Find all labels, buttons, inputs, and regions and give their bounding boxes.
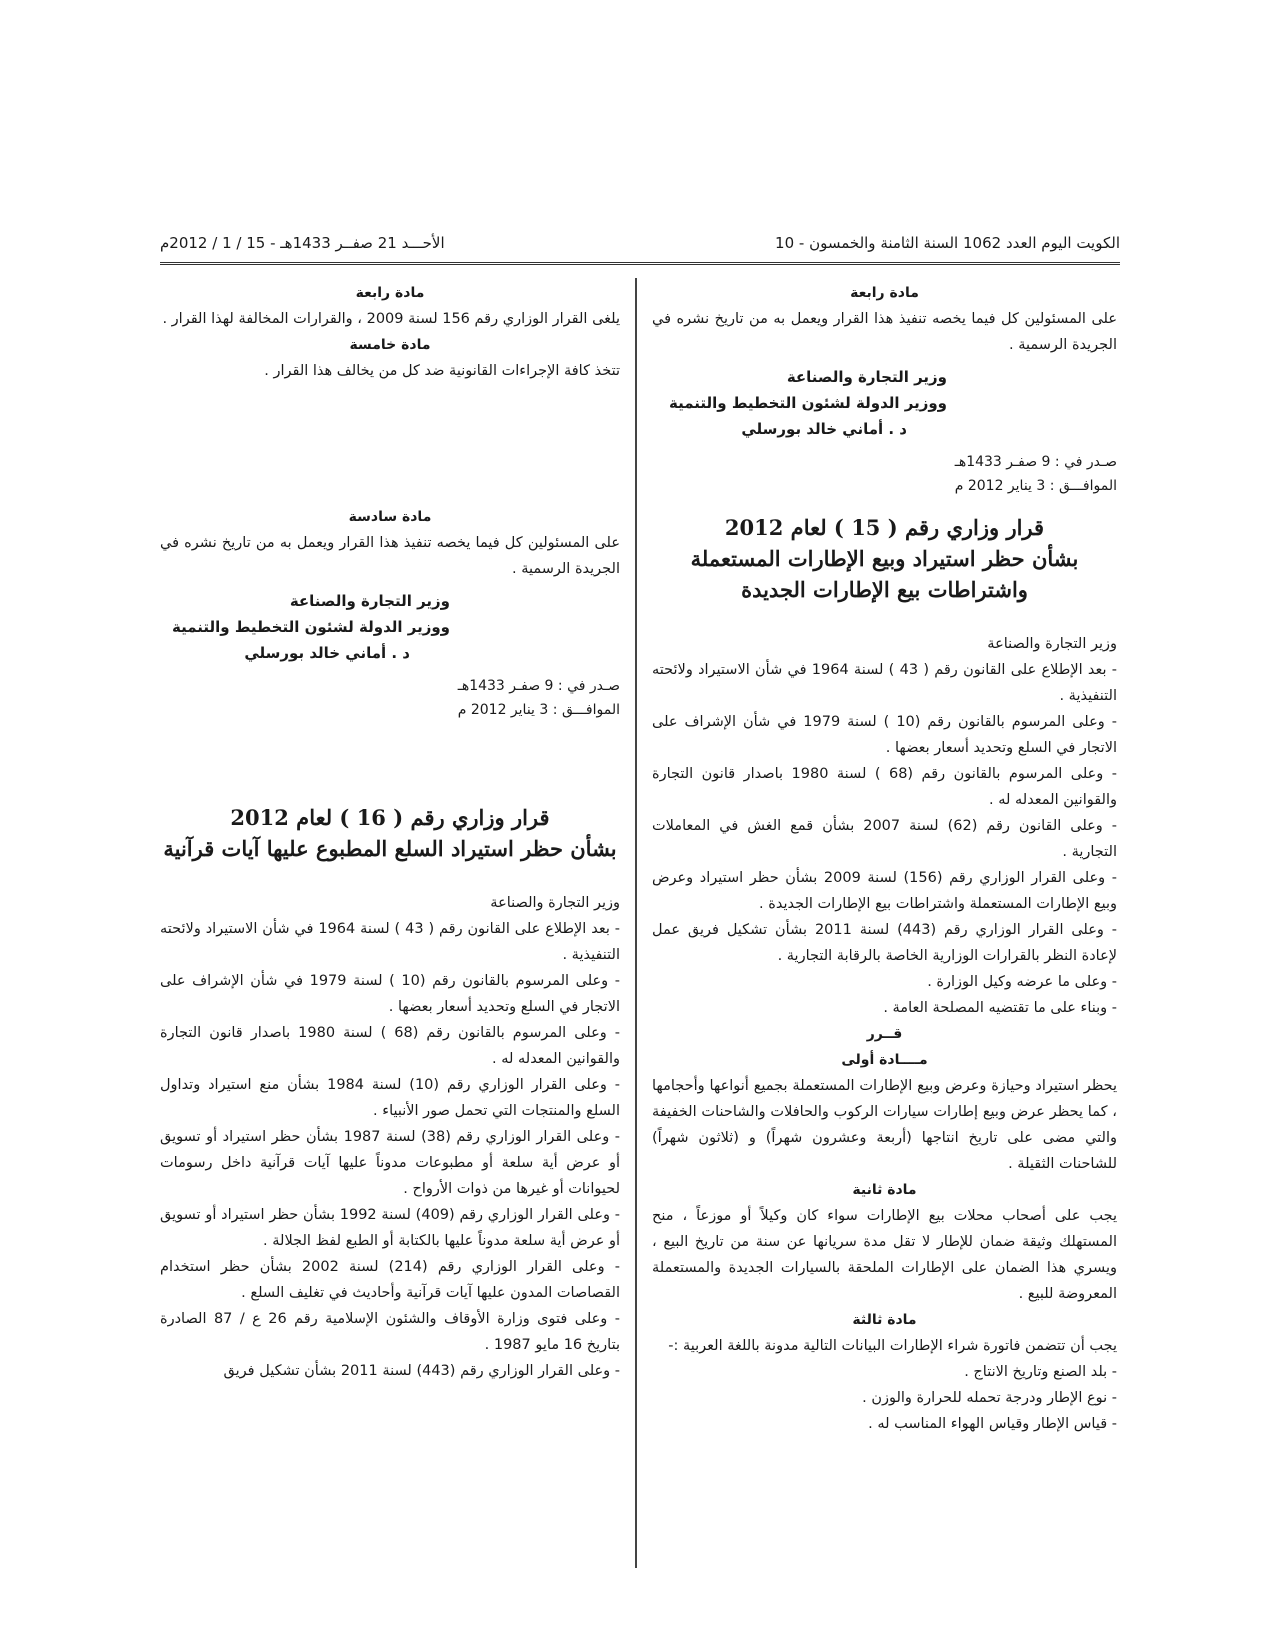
list-item: - قياس الإطار وقياس الهواء المناسب له . — [868, 1416, 1117, 1432]
corresponding-date: الموافـــق : 3 يناير 2012 م — [457, 702, 620, 718]
article-text: يحظر استيراد وحيازة وعرض وبيع الإطارات المستعملة بجميع أنواعها وأحجامها ، كما يحظر عرض وبيع إطارات سيارات الركوب والحافلات والشاحنات الخفيفة والتي مضى على تاريخ انتاجها (أربعة وعشرون شهراً) و (ثلاثون شهراً) للشاحنات الثقيلة . — [652, 1078, 1117, 1172]
article-heading: مادة سادسة — [348, 509, 432, 525]
corresponding-date: الموافـــق : 3 يناير 2012 م — [954, 478, 1117, 494]
recital: - وعلى القرار الوزاري رقم (443) لسنة 2011 بشأن تشكيل فريق عمل لإعادة النظر بالقرارات الوزارية الخاصة بالرقابة التجارية . — [652, 922, 1117, 964]
article-text: على المسئولين كل فيما يخصه تنفيذ هذا القرار ويعمل به من تاريخ نشره في الجريدة الرسمية . — [160, 535, 620, 577]
page-header — [160, 226, 1120, 260]
article-heading: مــــادة أولى — [841, 1052, 928, 1068]
article-text: على المسئولين كل فيما يخصه تنفيذ هذا القرار ويعمل به من تاريخ نشره في الجريدة الرسمية . — [652, 311, 1117, 353]
article-heading: مادة رابعة — [355, 285, 425, 301]
recital: - وعلى فتوى وزارة الأوقاف والشئون الإسلامية رقم 26 ع / 87 الصادرة بتاريخ 16 مايو 1987 . — [160, 1311, 620, 1353]
article-text: يجب على أصحاب محلات بيع الإطارات سواء كان وكيلاً أو موزعاً ، منح المستهلك وثيقة ضمان للإطار لا تقل مدة سريانها عن سنة من تاريخ البيع ، ويسري هذا الضمان على الإطارات الملحقة بالسيارات الجديدة والمستعملة المعروضة للبيع . — [652, 1208, 1117, 1302]
header-rule — [160, 262, 1120, 265]
recital: - بعد الإطلاع على القانون رقم ( 43 ) لسنة 1964 في شأن الاستيراد ولائحته التنفيذية . — [160, 921, 620, 963]
recital: - وعلى القانون رقم (62) لسنة 2007 بشأن قمع الغش في المعاملات التجارية . — [652, 818, 1117, 860]
recital: - وبناء على ما تقتضيه المصلحة العامة . — [883, 1000, 1117, 1016]
header-gazette-info: الكويت اليوم العدد 1062 السنة الثامنة والخمسون - 10 — [775, 234, 1120, 252]
issued-date: صـدر في : 9 صفـر 1433هـ — [457, 678, 620, 694]
issue-dates — [652, 450, 1117, 498]
recital: - وعلى القرار الوزاري رقم (156) لسنة 2009 بشأن حظر استيراد وعرض وبيع الإطارات المستعملة واشتراطات بيع الإطارات الجديدة . — [652, 870, 1117, 912]
recital: - وعلى القرار الوزاري رقم (214) لسنة 2002 بشأن حظر استخدام القصاصات المدون عليها آيات قرآنية وأحاديث في تغليف السلع . — [160, 1259, 620, 1301]
column-divider — [635, 278, 637, 1568]
signature-title-2: ووزير الدولة لشئون التخطيط والتنمية — [172, 618, 450, 636]
left-column — [160, 280, 620, 1384]
recital: - وعلى ما عرضه وكيل الوزارة . — [927, 974, 1117, 990]
decree-subject-2: واشتراطات بيع الإطارات الجديدة — [741, 577, 1028, 602]
decree-subject: بشأن حظر استيراد وبيع الإطارات المستعملة — [690, 546, 1079, 571]
recital: - وعلى المرسوم بالقانون رقم (68 ) لسنة 1980 باصدار قانون التجارة والقوانين المعدله له . — [652, 766, 1117, 808]
decides-heading: قــرر — [866, 1026, 903, 1042]
article-heading: مادة خامسة — [349, 337, 431, 353]
signature-block — [160, 588, 620, 666]
article-text: يجب أن تتضمن فاتورة شراء الإطارات البيانات التالية مدونة باللغة العربية :- — [668, 1338, 1117, 1354]
issued-date: صـدر في : 9 صفـر 1433هـ — [954, 454, 1117, 470]
minister-line: وزير التجارة والصناعة — [490, 895, 620, 911]
recital: - وعلى المرسوم بالقانون رقم (10 ) لسنة 1979 في شأن الإشراف على الاتجار في السلع وتحديد أسعار بعضها . — [160, 973, 620, 1015]
article-heading: مادة ثالثة — [852, 1312, 917, 1328]
decree-title: قرار وزاري رقم ( 16 ) لعام 2012 — [230, 805, 550, 830]
recital: - وعلى المرسوم بالقانون رقم (10 ) لسنة 1979 في شأن الإشراف على الاتجار في السلع وتحديد أسعار بعضها . — [652, 714, 1117, 756]
decree-subject: بشأن حظر استيراد السلع المطبوع عليها آيات قرآنية — [163, 836, 617, 861]
recital: - وعلى المرسوم بالقانون رقم (68 ) لسنة 1980 باصدار قانون التجارة والقوانين المعدله له . — [160, 1025, 620, 1067]
article-text: تتخذ كافة الإجراءات القانونية ضد كل من يخالف هذا القرار . — [264, 363, 620, 379]
recital: - وعلى القرار الوزاري رقم (10) لسنة 1984 بشأن منع استيراد وتداول السلع والمنتجات التي تحمل صور الأنبياء . — [160, 1077, 620, 1119]
list-item: - نوع الإطار ودرجة تحمله للحرارة والوزن . — [862, 1390, 1117, 1406]
list-item: - بلد الصنع وتاريخ الانتاج . — [964, 1364, 1117, 1380]
article-text: يلغى القرار الوزاري رقم 156 لسنة 2009 ، والقرارات المخالفة لهذا القرار . — [162, 311, 620, 327]
article-heading: مادة رابعة — [850, 285, 919, 301]
signature-title: وزير التجارة والصناعة — [289, 592, 450, 610]
signature-block — [652, 364, 1117, 442]
signature-title-2: ووزير الدولة لشئون التخطيط والتنمية — [669, 394, 947, 412]
article-heading: مادة ثانية — [852, 1182, 917, 1198]
recital: - وعلى القرار الوزاري رقم (443) لسنة 2011 بشأن تشكيل فريق — [223, 1363, 620, 1379]
signature-title: وزير التجارة والصناعة — [786, 368, 947, 386]
signature-name: د . أماني خالد بورسلي — [244, 644, 410, 662]
signature-name: د . أماني خالد بورسلي — [741, 420, 907, 438]
minister-line: وزير التجارة والصناعة — [987, 636, 1117, 652]
issue-dates — [160, 674, 620, 722]
decree-title: قرار وزاري رقم ( 15 ) لعام 2012 — [724, 515, 1045, 540]
right-column — [652, 280, 1117, 1437]
recital: - بعد الإطلاع على القانون رقم ( 43 ) لسنة 1964 في شأن الاستيراد ولائحته التنفيذية . — [652, 662, 1118, 704]
header-date: الأحـــد 21 صفــر 1433هـ - 15 / 1 / 2012م — [160, 234, 445, 252]
recital: - وعلى القرار الوزاري رقم (38) لسنة 1987 بشأن حظر استيراد أو تسويق أو عرض أية سلعة أو مطبوعات مدوناً عليها آيات قرآنية داخل رسومات لحيوانات أو غيرها من ذوات الأرواح . — [160, 1129, 620, 1197]
recital: - وعلى القرار الوزاري رقم (409) لسنة 1992 بشأن حظر استيراد أو تسويق أو عرض أية سلعة مدوناً عليها بالكتابة أو الطبع لفظ الجلالة . — [160, 1207, 620, 1249]
